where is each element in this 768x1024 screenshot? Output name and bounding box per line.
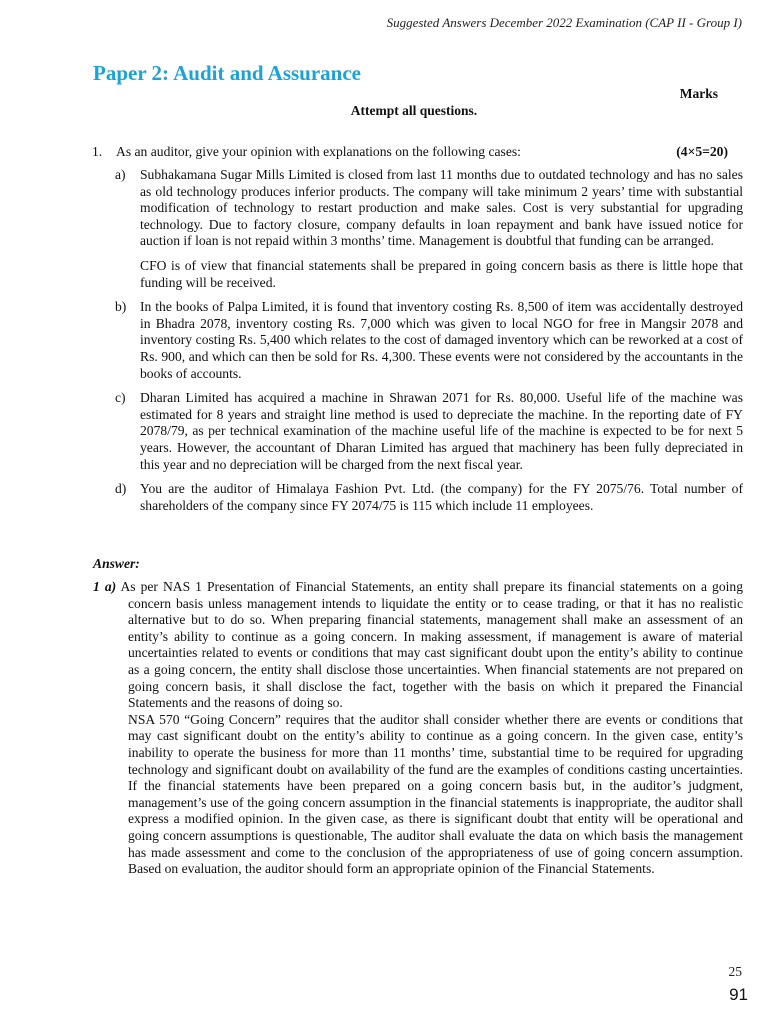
question-text: As an auditor, give your opinion with explanations on the following cases: <box>116 144 521 159</box>
part-paragraph: Dharan Limited has acquired a machine in Shrawan 2071 for Rs. 80,000. Useful life of the machine was estimated for 8 years and straight line method is used to depreciate the machine. In the reporting date of FY 2078/79, as per technical examination of the machine useful life of the machine is expected to be for next 5 years. However, the accountant of Dharan Limited has argued that machinery has been fully depreciated in this year and no depreciation will be charged from the next fiscal year. <box>140 390 743 472</box>
question-part-c <box>115 390 743 473</box>
answer-label: 1 a) <box>93 579 117 594</box>
answer-paragraph <box>93 579 743 712</box>
answer-block <box>93 579 743 878</box>
question-part-a <box>115 167 743 291</box>
paper-title: Paper 2: Audit and Assurance <box>93 61 361 85</box>
answer-heading: Answer: <box>93 556 140 571</box>
answer-paragraph: NSA 570 “Going Concern” requires that the auditor shall consider whether there are events or conditions that may cast significant doubt on the entity’s ability to continue as a going concern. In the given case, entity’s inability to operate the business for more than 11 months’ time, substantial time to be required for upgrading technology and significant doubt on availability of the fund are the examples of conditions casting uncertainties. If the financial statements have been prepared on a going concern basis but, in the auditor’s judgment, management’s use of the going concern assumption in the financial statements is inappropriate, the auditor shall express a modified opinion. In the given case, as there is significant doubt that entity will be operational and going concern assumptions is questionable, The auditor shall evaluate the data on which basis the management has made assessment and come to the conclusion of the appropriateness of use of going concern assumption. Based on evaluation, the auditor should form an appropriate opinion of the Financial Statements. <box>128 711 743 877</box>
question-marks: (4×5=20) <box>676 144 728 159</box>
question-part-b <box>115 299 743 382</box>
answer-paragraph-text: As per NAS 1 Presentation of Financial Statements, an entity shall prepare its financial statements on a going concern basis unless management intends to liquidate the entity or to cease trading, or that it has no realistic alternative but to do so. When preparing financial statements, management shall make an assessment of an entity’s ability to continue as a going concern. In making assessment, if management is aware of material uncertainties related to events or conditions that may cast significant doubt upon the entity’s ability to continue as a going concern, the entity shall disclose those uncertainties. When financial statements are not prepared on going concern basis, it shall disclose the fact, together with the basis on which it prepared the Financial Statements and the reasons of doing so. <box>120 579 744 711</box>
question-parts <box>115 167 743 522</box>
marks-column-label: Marks <box>679 86 718 101</box>
question-part-d <box>115 481 743 514</box>
part-paragraph: CFO is of view that financial statements shall be prepared in going concern basis as there is little hope that funding will be received. <box>140 257 743 290</box>
part-paragraph: In the books of Palpa Limited, it is found that inventory costing Rs. 8,500 of item was accidentally destroyed in Bhadra 2078, inventory costing Rs. 7,000 which was given to local NGO for free in Mangsir 2078 and inventory costing Rs. 5,400 which relates to the cost of damaged inventory which can be reworked at a cost of Rs. 900, and which can then be sold for Rs. 4,300. These events were not considered by the accountants in the books of accounts. <box>140 299 743 381</box>
part-label: b) <box>115 299 127 315</box>
part-label: d) <box>115 481 127 497</box>
part-paragraph: Subhakamana Sugar Mills Limited is closed from last 11 months due to outdated technology and has no sales as old technology produces inferior products. The company will take minimum 2 years’ time with substantial modification of technology to restart production and make sales. Cost is very substantial for upgrading technology. Due to factory closure, company defaults in loan repayment and bank have issued notice for auction if loan is not repaid within 3 months’ time. Management is doubtful that funding can be arranged. <box>140 167 743 249</box>
part-paragraph: You are the auditor of Himalaya Fashion Pvt. Ltd. (the company) for the FY 2075/76. Total number of shareholders of the company since FY 2074/75 is 115 which include 11 employees. <box>140 481 743 513</box>
page-number: 25 <box>728 964 742 979</box>
running-header: Suggested Answers December 2022 Examination (CAP II - Group I) <box>386 15 742 30</box>
question-number: 1. <box>92 144 103 159</box>
part-label: a) <box>115 167 126 182</box>
instruction-line: Attempt all questions. <box>350 103 478 118</box>
document-page-number: 91 <box>729 985 748 1004</box>
part-label: c) <box>115 390 126 406</box>
